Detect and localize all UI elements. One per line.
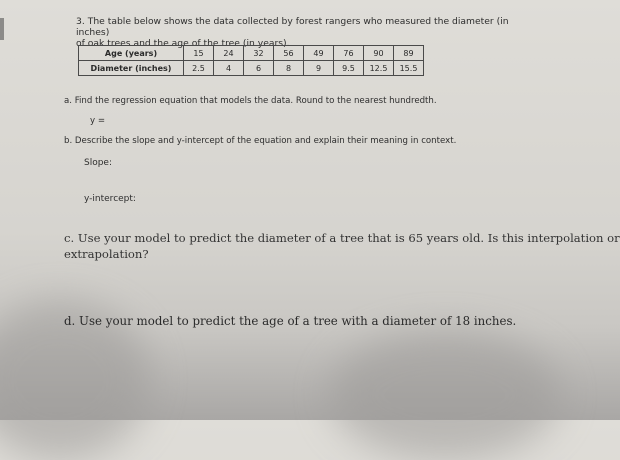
table-cell: 15.5: [394, 61, 424, 76]
part-c-line-2: extrapolation?: [64, 247, 149, 261]
table-cell: 56: [274, 46, 304, 61]
prompt-line-2: of oak trees and the age of the tree (in years).: [76, 38, 290, 49]
equation-answer-label: y =: [90, 116, 106, 126]
part-b-question: b. Describe the slope and y-intercept of the equation and explain their meaning in context.: [64, 136, 457, 146]
table-cell: 24: [214, 46, 244, 61]
row-header-age: Age (years): [79, 46, 184, 61]
table-cell: 49: [304, 46, 334, 61]
table-cell: 12.5: [364, 61, 394, 76]
table-cell: 4: [214, 61, 244, 76]
table-cell: 6: [244, 61, 274, 76]
part-a-question: a. Find the regression equation that models the data. Round to the nearest hundredth.: [64, 96, 437, 106]
part-c-question: [64, 230, 620, 262]
part-c-line-1: c. Use your model to predict the diameter of a tree that is 65 years old. Is this interpolation or: [64, 231, 620, 245]
table-cell: 32: [244, 46, 274, 61]
table-cell: 9: [304, 61, 334, 76]
data-table: [78, 45, 424, 76]
table-cell: 8: [274, 61, 304, 76]
table-row-diameter: [79, 61, 424, 76]
table-row-age: [79, 46, 424, 61]
y-intercept-label: y-intercept:: [84, 194, 136, 204]
table-cell: 2.5: [184, 61, 214, 76]
page-edge-mark: [0, 18, 4, 40]
table-cell: 89: [394, 46, 424, 61]
question-number: 3.: [76, 16, 85, 27]
part-d-question: d. Use your model to predict the age of a tree with a diameter of 18 inches.: [64, 314, 517, 328]
prompt-line-1: The table below shows the data collected by forest rangers who measured the diameter (in inches): [76, 16, 509, 38]
table-cell: 90: [364, 46, 394, 61]
row-header-diameter: Diameter (inches): [79, 61, 184, 76]
shadow-right: [330, 330, 560, 460]
table-cell: 76: [334, 46, 364, 61]
slope-label: Slope:: [84, 158, 113, 168]
table-cell: 15: [184, 46, 214, 61]
table-cell: 9.5: [334, 61, 364, 76]
